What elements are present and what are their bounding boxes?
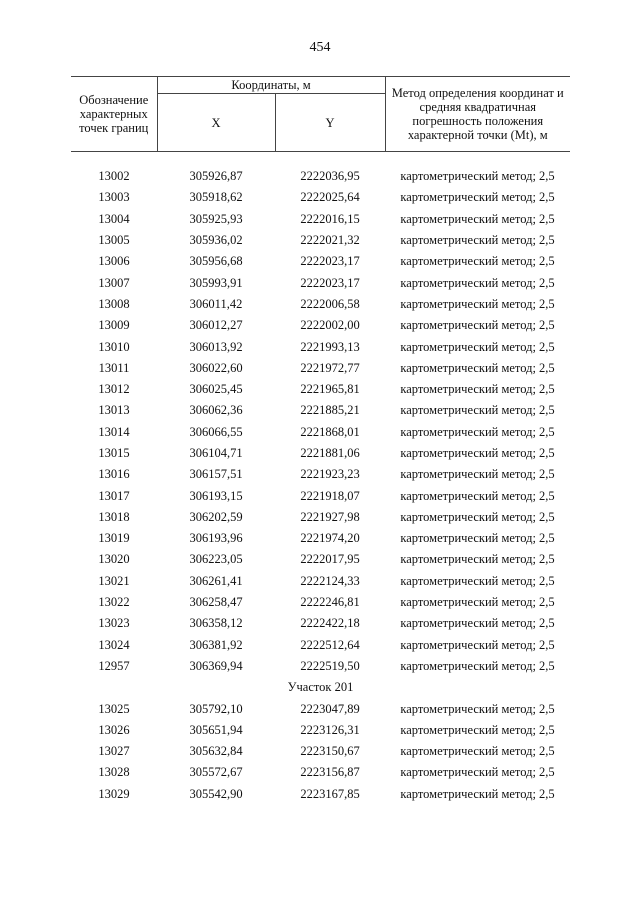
- table-row: [71, 762, 570, 783]
- table-row: [71, 294, 570, 315]
- method-cell: картометрический метод; 2,5: [400, 744, 555, 759]
- point-id-cell: 13027: [98, 744, 130, 759]
- y-coordinate-cell: 2222021,32: [300, 233, 360, 248]
- header-method: Метод определения координат и средняя квадратичная погрешность положения характерной точки (Mt), м: [385, 77, 570, 152]
- y-coordinate-cell: 2222036,95: [300, 169, 360, 184]
- x-coordinate-cell: 306066,55: [189, 424, 243, 439]
- method-cell: картометрический метод; 2,5: [400, 595, 555, 610]
- method-cell: картометрический метод; 2,5: [400, 360, 555, 375]
- point-id-cell: 13024: [98, 637, 130, 652]
- table-row: [71, 656, 570, 677]
- y-coordinate-cell: 2221972,77: [300, 360, 360, 375]
- header-x: X: [157, 94, 275, 152]
- x-coordinate-cell: 306193,15: [189, 488, 243, 503]
- y-coordinate-cell: 2221974,20: [300, 531, 360, 546]
- table-header: [71, 77, 570, 152]
- y-coordinate-cell: 2223126,31: [300, 722, 360, 737]
- table-row: [71, 549, 570, 570]
- point-id-cell: 13020: [98, 552, 130, 567]
- method-cell: картометрический метод; 2,5: [400, 765, 555, 780]
- point-id-cell: 13017: [98, 488, 130, 503]
- y-coordinate-cell: 2221918,07: [300, 488, 360, 503]
- y-coordinate-cell: 2222023,17: [300, 254, 360, 269]
- point-id-cell: 13005: [98, 233, 130, 248]
- table-row: [71, 272, 570, 293]
- x-coordinate-cell: 305632,84: [189, 744, 243, 759]
- page-number: 454: [309, 40, 331, 55]
- y-coordinate-cell: 2221868,01: [300, 424, 360, 439]
- x-coordinate-cell: 306358,12: [189, 616, 243, 631]
- point-id-cell: 13023: [98, 616, 130, 631]
- table-row: [71, 464, 570, 485]
- x-coordinate-cell: 305926,87: [189, 169, 243, 184]
- x-coordinate-cell: 306369,94: [189, 658, 243, 673]
- table-row: [71, 336, 570, 357]
- point-id-cell: 13008: [98, 296, 130, 311]
- x-coordinate-cell: 306202,59: [189, 509, 243, 524]
- point-id-cell: 13014: [98, 424, 130, 439]
- table-row: [71, 720, 570, 741]
- point-id-cell: 13009: [98, 318, 130, 333]
- point-id-cell: 13010: [98, 339, 130, 354]
- point-id-cell: 13007: [98, 275, 130, 290]
- method-cell: картометрический метод; 2,5: [400, 446, 555, 460]
- point-id-cell: 13025: [98, 701, 130, 716]
- point-id-cell: 13028: [98, 765, 130, 780]
- y-coordinate-cell: 2222016,15: [300, 211, 360, 226]
- x-coordinate-cell: 305542,90: [189, 786, 243, 801]
- method-cell: картометрический метод; 2,5: [400, 424, 555, 439]
- x-coordinate-cell: 306011,42: [189, 296, 243, 311]
- x-coordinate-cell: 305993,91: [189, 275, 243, 290]
- x-coordinate-cell: 306258,47: [189, 595, 243, 610]
- table-row: [71, 784, 570, 805]
- method-cell: картометрический метод; 2,5: [400, 616, 555, 631]
- method-cell: картометрический метод; 2,5: [400, 169, 555, 184]
- header-point-designation: Обозначение характерных точек границ: [71, 77, 157, 152]
- method-cell: картометрический метод; 2,5: [400, 573, 555, 588]
- table-row: [71, 379, 570, 400]
- y-coordinate-cell: 2222519,50: [300, 658, 360, 673]
- point-id-cell: 13016: [98, 467, 130, 482]
- method-cell: картометрический метод; 2,5: [400, 722, 555, 737]
- y-coordinate-cell: 2223150,67: [300, 744, 360, 759]
- y-coordinate-cell: 2222023,17: [300, 275, 360, 290]
- header-coordinates: Координаты, м: [157, 77, 385, 94]
- y-coordinate-cell: 2222002,00: [300, 318, 360, 333]
- point-id-cell: 12957: [98, 658, 130, 673]
- method-cell: картометрический метод; 2,5: [400, 382, 555, 397]
- method-cell: картометрический метод; 2,5: [400, 254, 555, 269]
- method-cell: картометрический метод; 2,5: [400, 552, 555, 567]
- method-cell: картометрический метод; 2,5: [400, 488, 555, 503]
- table-row: [71, 422, 570, 443]
- method-cell: картометрический метод; 2,5: [400, 467, 555, 482]
- table-row: [71, 741, 570, 762]
- table-row: [71, 613, 570, 634]
- table-row: [71, 400, 570, 421]
- method-cell: картометрический метод; 2,5: [400, 339, 555, 354]
- y-coordinate-cell: 2223167,85: [300, 786, 360, 801]
- method-cell: картометрический метод; 2,5: [400, 190, 555, 205]
- point-id-cell: 13013: [98, 403, 130, 418]
- y-coordinate-cell: 2221881,06: [300, 446, 360, 460]
- x-coordinate-cell: 306012,27: [189, 318, 243, 333]
- y-coordinate-cell: 2222246,81: [300, 595, 360, 610]
- table-row: [71, 507, 570, 528]
- table-row: [71, 635, 570, 656]
- y-coordinate-cell: 2222017,95: [300, 552, 360, 567]
- point-id-cell: 13029: [98, 786, 130, 801]
- point-id-cell: 13006: [98, 254, 130, 269]
- table-row: [71, 358, 570, 379]
- y-coordinate-cell: 2222512,64: [300, 637, 360, 652]
- section-row: [71, 677, 570, 698]
- method-cell: картометрический метод; 2,5: [400, 275, 555, 290]
- x-coordinate-cell: 306223,05: [189, 552, 243, 567]
- method-cell: картометрический метод; 2,5: [400, 403, 555, 418]
- method-cell: картометрический метод; 2,5: [400, 637, 555, 652]
- method-cell: картометрический метод; 2,5: [400, 211, 555, 226]
- table-row: [71, 251, 570, 272]
- header-y: Y: [275, 94, 385, 152]
- y-coordinate-cell: 2223156,87: [300, 765, 360, 780]
- table-row: [71, 698, 570, 719]
- point-id-cell: 13003: [98, 190, 130, 205]
- y-coordinate-cell: 2221885,21: [300, 403, 360, 418]
- method-cell: картометрический метод; 2,5: [400, 296, 555, 311]
- x-coordinate-cell: 305572,67: [189, 765, 243, 780]
- point-id-cell: 13011: [98, 360, 130, 375]
- point-id-cell: 13012: [98, 382, 130, 397]
- y-coordinate-cell: 2221965,81: [300, 382, 360, 397]
- x-coordinate-cell: 305936,02: [189, 233, 243, 248]
- y-coordinate-cell: 2221993,13: [300, 339, 360, 354]
- method-cell: картометрический метод; 2,5: [400, 658, 555, 673]
- point-id-cell: 13004: [98, 211, 130, 226]
- y-coordinate-cell: 2222006,58: [300, 296, 360, 311]
- y-coordinate-cell: 2222124,33: [300, 573, 360, 588]
- table-row: [71, 592, 570, 613]
- table-row: [71, 315, 570, 336]
- method-cell: картометрический метод; 2,5: [400, 509, 555, 524]
- coordinates-table: [71, 76, 570, 805]
- method-cell: картометрический метод; 2,5: [400, 701, 555, 716]
- x-coordinate-cell: 306193,96: [189, 531, 243, 546]
- x-coordinate-cell: 306025,45: [189, 382, 243, 397]
- method-cell: картометрический метод; 2,5: [400, 233, 555, 248]
- y-coordinate-cell: 2222422,18: [300, 616, 360, 631]
- y-coordinate-cell: 2222025,64: [300, 190, 360, 205]
- x-coordinate-cell: 305925,93: [189, 211, 243, 226]
- x-coordinate-cell: 305956,68: [189, 254, 243, 269]
- x-coordinate-cell: 306062,36: [189, 403, 243, 418]
- point-id-cell: 13002: [98, 169, 130, 184]
- point-id-cell: 13022: [98, 595, 130, 610]
- x-coordinate-cell: 306022,60: [189, 360, 243, 375]
- x-coordinate-cell: 305792,10: [189, 701, 243, 716]
- table-row: [71, 443, 570, 464]
- table-row: [71, 187, 570, 208]
- y-coordinate-cell: 2223047,89: [300, 701, 360, 716]
- x-coordinate-cell: 305918,62: [189, 190, 243, 205]
- section-title: Участок 201: [287, 680, 354, 695]
- method-cell: картометрический метод; 2,5: [400, 786, 555, 801]
- table-row: [71, 209, 570, 230]
- y-coordinate-cell: 2221923,23: [300, 467, 360, 482]
- table-row: [71, 528, 570, 549]
- table-row: [71, 485, 570, 506]
- x-coordinate-cell: 306381,92: [189, 637, 243, 652]
- x-coordinate-cell: 306157,51: [189, 467, 243, 482]
- point-id-cell: 13021: [98, 573, 130, 588]
- point-id-cell: 13019: [98, 531, 130, 546]
- x-coordinate-cell: 306261,41: [189, 573, 243, 588]
- y-coordinate-cell: 2221927,98: [300, 509, 360, 524]
- method-cell: картометрический метод; 2,5: [400, 318, 555, 333]
- point-id-cell: 13026: [98, 722, 130, 737]
- point-id-cell: 13015: [98, 446, 130, 460]
- table-body: [71, 152, 570, 805]
- table-row: [71, 152, 570, 188]
- x-coordinate-cell: 306104,71: [189, 446, 243, 460]
- method-cell: картометрический метод; 2,5: [400, 531, 555, 546]
- table-row: [71, 571, 570, 592]
- table-row: [71, 230, 570, 251]
- x-coordinate-cell: 306013,92: [189, 339, 243, 354]
- x-coordinate-cell: 305651,94: [189, 722, 243, 737]
- point-id-cell: 13018: [98, 509, 130, 524]
